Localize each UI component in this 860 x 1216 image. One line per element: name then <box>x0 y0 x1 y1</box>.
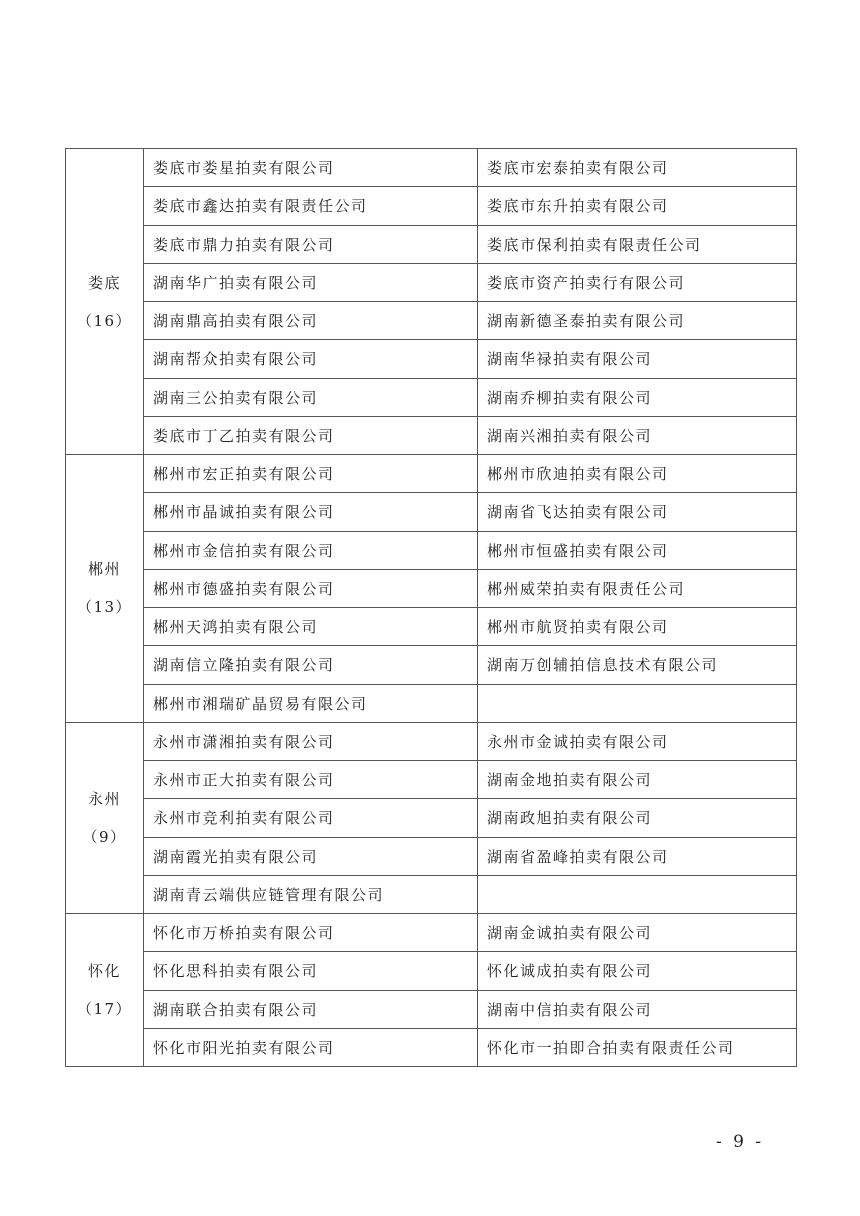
table-row <box>66 837 797 875</box>
table-row <box>66 569 797 607</box>
table-row <box>66 416 797 454</box>
table-row <box>66 761 797 799</box>
company-name-cell: 怀化市阳光拍卖有限公司 <box>144 1028 478 1066</box>
table-row <box>66 149 797 187</box>
table-row <box>66 378 797 416</box>
company-name-cell: 湖南帮众拍卖有限公司 <box>144 340 478 378</box>
company-name-cell: 郴州市德盛拍卖有限公司 <box>144 569 478 607</box>
company-name-cell: 郴州市欣迪拍卖有限公司 <box>478 455 797 493</box>
company-name-cell: 湖南金地拍卖有限公司 <box>478 761 797 799</box>
table-row <box>66 990 797 1028</box>
company-name-cell: 娄底市娄星拍卖有限公司 <box>144 149 478 187</box>
company-name-cell: 郴州市恒盛拍卖有限公司 <box>478 531 797 569</box>
company-name-cell: 郴州威荣拍卖有限责任公司 <box>478 569 797 607</box>
company-name-cell: 湖南三公拍卖有限公司 <box>144 378 478 416</box>
company-name-cell: 娄底市宏泰拍卖有限公司 <box>478 149 797 187</box>
company-name-cell: 湖南信立隆拍卖有限公司 <box>144 646 478 684</box>
table-row <box>66 225 797 263</box>
region-cell <box>66 914 144 1067</box>
table-row <box>66 875 797 913</box>
company-name-cell: 怀化市万桥拍卖有限公司 <box>144 914 478 952</box>
company-name-cell: 永州市潇湘拍卖有限公司 <box>144 722 478 760</box>
table-row <box>66 302 797 340</box>
company-name-cell: 永州市正大拍卖有限公司 <box>144 761 478 799</box>
region-name: 怀化 <box>87 962 121 980</box>
region-count: （17） <box>76 1000 133 1018</box>
company-name-cell: 湖南新德圣泰拍卖有限公司 <box>478 302 797 340</box>
company-name-cell: 怀化诚成拍卖有限公司 <box>478 952 797 990</box>
company-name-cell <box>478 875 797 913</box>
table-row <box>66 187 797 225</box>
table-row <box>66 1028 797 1066</box>
company-name-cell: 湖南霞光拍卖有限公司 <box>144 837 478 875</box>
company-name-cell: 湖南万创辅拍信息技术有限公司 <box>478 646 797 684</box>
company-name-cell: 湖南乔柳拍卖有限公司 <box>478 378 797 416</box>
company-name-cell: 郴州天鸿拍卖有限公司 <box>144 608 478 646</box>
company-name-cell: 怀化思科拍卖有限公司 <box>144 952 478 990</box>
company-name-cell: 娄底市丁乙拍卖有限公司 <box>144 416 478 454</box>
auction-company-table <box>65 148 797 1067</box>
company-name-cell: 湖南省盈峰拍卖有限公司 <box>478 837 797 875</box>
company-name-cell: 娄底市资产拍卖行有限公司 <box>478 263 797 301</box>
region-name: 郴州 <box>87 560 121 579</box>
region-name: 永州 <box>87 789 121 808</box>
company-name-cell: 湖南鼎高拍卖有限公司 <box>144 302 478 340</box>
company-name-cell: 湖南中信拍卖有限公司 <box>478 990 797 1028</box>
company-name-cell: 湖南联合拍卖有限公司 <box>144 990 478 1028</box>
company-name-cell: 湖南华广拍卖有限公司 <box>144 263 478 301</box>
table-row <box>66 263 797 301</box>
company-name-cell: 湖南青云端供应链管理有限公司 <box>144 875 478 913</box>
company-name-cell: 娄底市东升拍卖有限公司 <box>478 187 797 225</box>
region-cell <box>66 149 144 455</box>
company-name-cell: 郴州市金信拍卖有限公司 <box>144 531 478 569</box>
region-name: 娄底 <box>87 273 121 292</box>
company-name-cell: 湖南华禄拍卖有限公司 <box>478 340 797 378</box>
company-name-cell: 湖南省飞达拍卖有限公司 <box>478 493 797 531</box>
table-row <box>66 608 797 646</box>
company-name-cell: 郴州市航贤拍卖有限公司 <box>478 608 797 646</box>
table-row <box>66 493 797 531</box>
table-row <box>66 684 797 722</box>
company-name-cell: 郴州市宏正拍卖有限公司 <box>144 455 478 493</box>
company-name-cell: 湖南政旭拍卖有限公司 <box>478 799 797 837</box>
table-row <box>66 722 797 760</box>
region-count: （16） <box>76 311 133 330</box>
company-name-cell: 娄底市保利拍卖有限责任公司 <box>478 225 797 263</box>
company-name-cell: 湖南金诚拍卖有限公司 <box>478 914 797 952</box>
table-row <box>66 340 797 378</box>
region-cell <box>66 722 144 913</box>
table-row <box>66 952 797 990</box>
company-name-cell: 永州市金诚拍卖有限公司 <box>478 722 797 760</box>
table-row <box>66 914 797 952</box>
company-name-cell: 怀化市一拍即合拍卖有限责任公司 <box>478 1028 797 1066</box>
company-name-cell: 湖南兴湘拍卖有限公司 <box>478 416 797 454</box>
company-name-cell: 郴州市晶诚拍卖有限公司 <box>144 493 478 531</box>
table-row <box>66 646 797 684</box>
table-row <box>66 799 797 837</box>
company-name-cell: 郴州市湘瑞矿晶贸易有限公司 <box>144 684 478 722</box>
region-cell <box>66 455 144 723</box>
region-count: （13） <box>76 598 133 617</box>
region-count: （9） <box>82 827 127 846</box>
table-row <box>66 455 797 493</box>
table-row <box>66 531 797 569</box>
page-number: - 9 - <box>716 1132 765 1152</box>
company-name-cell: 娄底市鑫达拍卖有限责任公司 <box>144 187 478 225</box>
company-name-cell: 娄底市鼎力拍卖有限公司 <box>144 225 478 263</box>
company-name-cell: 永州市竞利拍卖有限公司 <box>144 799 478 837</box>
company-name-cell <box>478 684 797 722</box>
